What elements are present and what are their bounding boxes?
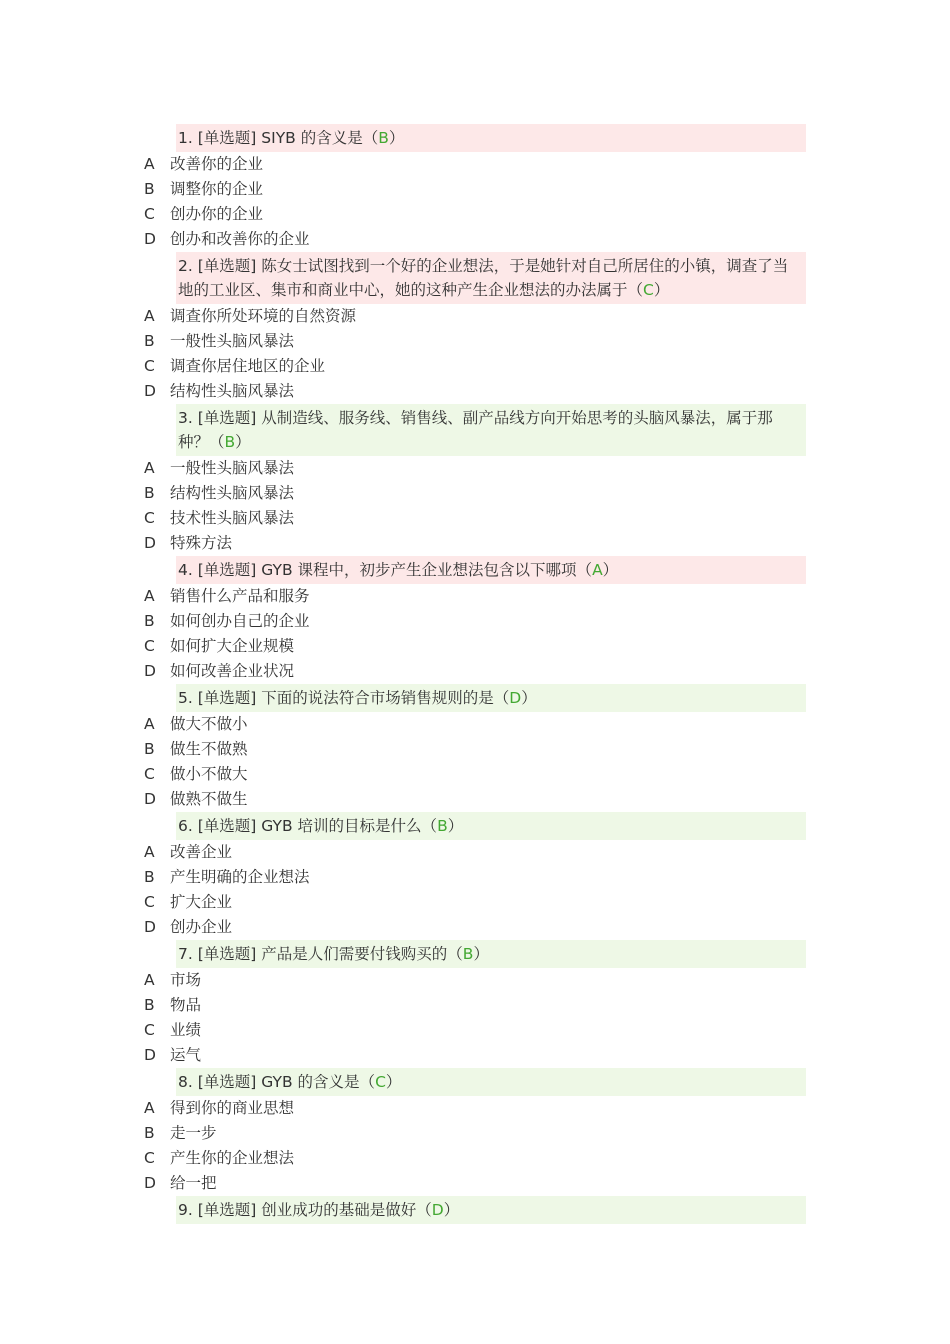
question-number: 4.: [178, 561, 193, 579]
option-text: 做生不做熟: [170, 740, 248, 758]
option-text: 产生明确的企业想法: [170, 868, 310, 886]
option-letter: C: [144, 509, 155, 527]
option-row: [144, 762, 950, 787]
option-letter: D: [144, 230, 156, 248]
question-6: [176, 812, 806, 840]
option-text: 做大不做小: [170, 715, 248, 733]
option-text: 运气: [170, 1046, 202, 1064]
question-type: [单选题]: [197, 409, 257, 427]
option-row: [144, 227, 950, 252]
option-text: 物品: [170, 996, 202, 1014]
option-letter: D: [144, 1174, 156, 1192]
option-text: 如何改善企业状况: [170, 662, 295, 680]
question-3: [176, 404, 806, 456]
option-letter: C: [144, 1149, 155, 1167]
question-number: 2.: [178, 257, 193, 275]
question-5: [176, 684, 806, 712]
option-text: 特殊方法: [170, 534, 233, 552]
option-text: 改善企业: [170, 843, 233, 861]
option-row: [144, 584, 950, 609]
option-text: 给一把: [170, 1174, 217, 1192]
option-row: [144, 506, 950, 531]
option-text: 结构性头脑风暴法: [170, 484, 295, 502]
option-row: [144, 1096, 950, 1121]
option-text: 调整你的企业: [170, 180, 264, 198]
option-row: [144, 890, 950, 915]
option-row: [144, 1043, 950, 1068]
option-row: [144, 202, 950, 227]
question-type: [单选题]: [197, 129, 257, 147]
question-number: 9.: [178, 1201, 193, 1219]
question-type: [单选题]: [197, 1073, 257, 1091]
option-text: 改善你的企业: [170, 155, 264, 173]
option-row: [144, 634, 950, 659]
option-row: [144, 968, 950, 993]
option-row: [144, 1018, 950, 1043]
option-row: [144, 865, 950, 890]
question-answer: C: [643, 281, 654, 299]
question-close: ）: [235, 433, 251, 451]
option-text: 一般性头脑风暴法: [170, 332, 295, 350]
option-letter: A: [144, 459, 155, 477]
question-type: [单选题]: [197, 561, 257, 579]
option-text: 销售什么产品和服务: [170, 587, 310, 605]
question-stem: 下面的说法符合市场销售规则的是（: [261, 689, 510, 707]
option-letter: D: [144, 918, 156, 936]
option-text: 扩大企业: [170, 893, 233, 911]
option-letter: C: [144, 1021, 155, 1039]
option-text: 创办企业: [170, 918, 233, 936]
question-stem: 创业成功的基础是做好（: [261, 1201, 432, 1219]
option-text: 一般性头脑风暴法: [170, 459, 295, 477]
option-letter: B: [144, 180, 155, 198]
option-letter: C: [144, 893, 155, 911]
question-stem: GYB 培训的目标是什么（: [261, 817, 438, 835]
option-letter: A: [144, 307, 155, 325]
question-type: [单选题]: [197, 945, 257, 963]
question-number: 7.: [178, 945, 193, 963]
option-letter: D: [144, 534, 156, 552]
question-answer: B: [224, 433, 236, 451]
question-1: [176, 124, 806, 152]
question-type: [单选题]: [197, 689, 257, 707]
option-row: [144, 152, 950, 177]
option-text: 调查你所处环境的自然资源: [170, 307, 357, 325]
option-letter: B: [144, 740, 155, 758]
option-letter: C: [144, 765, 155, 783]
option-text: 创办和改善你的企业: [170, 230, 310, 248]
option-text: 得到你的商业思想: [170, 1099, 295, 1117]
option-letter: B: [144, 612, 155, 630]
option-text: 如何扩大企业规模: [170, 637, 295, 655]
option-row: [144, 177, 950, 202]
question-stem: 从制造线、服务线、销售线、副产品线方向开始思考的头脑风暴法，属于那种？（: [178, 409, 773, 451]
option-row: [144, 379, 950, 404]
question-type: [单选题]: [197, 817, 257, 835]
option-text: 走一步: [170, 1124, 217, 1142]
option-letter: A: [144, 155, 155, 173]
option-row: [144, 787, 950, 812]
option-row: [144, 659, 950, 684]
question-close: ）: [447, 817, 464, 835]
question-answer: B: [462, 945, 474, 963]
question-9: [176, 1196, 806, 1224]
option-letter: D: [144, 662, 156, 680]
question-answer: C: [375, 1073, 386, 1091]
option-row: [144, 1146, 950, 1171]
option-letter: A: [144, 1099, 155, 1117]
question-number: 6.: [178, 817, 193, 835]
question-type: [单选题]: [197, 1201, 257, 1219]
option-row: [144, 609, 950, 634]
option-row: [144, 481, 950, 506]
option-row: [144, 737, 950, 762]
quiz-document: [0, 124, 950, 1224]
question-7: [176, 940, 806, 968]
question-stem: GYB 课程中，初步产生企业想法包含以下哪项（: [261, 561, 593, 579]
option-letter: A: [144, 971, 155, 989]
option-letter: B: [144, 332, 155, 350]
question-number: 8.: [178, 1073, 193, 1091]
question-4: [176, 556, 806, 584]
option-letter: A: [144, 715, 155, 733]
question-close: ）: [473, 945, 489, 963]
question-close: ）: [653, 281, 670, 299]
question-type: [单选题]: [197, 257, 257, 275]
option-letter: B: [144, 868, 155, 886]
option-letter: A: [144, 843, 155, 861]
option-row: [144, 531, 950, 556]
question-answer: D: [509, 689, 522, 707]
option-row: [144, 329, 950, 354]
question-close: ）: [388, 129, 405, 147]
option-row: [144, 993, 950, 1018]
option-text: 市场: [170, 971, 202, 989]
option-letter: B: [144, 484, 155, 502]
question-close: ）: [521, 689, 537, 707]
option-row: [144, 1171, 950, 1196]
option-letter: D: [144, 382, 156, 400]
option-letter: A: [144, 587, 155, 605]
option-row: [144, 304, 950, 329]
question-number: 3.: [178, 409, 193, 427]
option-letter: C: [144, 357, 155, 375]
option-text: 如何创办自己的企业: [170, 612, 310, 630]
option-letter: D: [144, 1046, 156, 1064]
option-text: 调查你居住地区的企业: [170, 357, 326, 375]
question-answer: D: [431, 1201, 444, 1219]
question-close: ）: [443, 1201, 460, 1219]
option-text: 创办你的企业: [170, 205, 264, 223]
question-close: ）: [385, 1073, 402, 1091]
option-letter: C: [144, 205, 155, 223]
option-text: 做小不做大: [170, 765, 248, 783]
question-stem: 陈女士试图找到一个好的企业想法，于是她针对自己所居住的小镇，调查了当地的工业区、集市和商业中心，她的这种产生企业想法的办法属于（: [178, 257, 789, 299]
question-2: [176, 252, 806, 304]
question-stem: GYB 的含义是（: [261, 1073, 376, 1091]
option-text: 结构性头脑风暴法: [170, 382, 295, 400]
option-text: 产生你的企业想法: [170, 1149, 295, 1167]
option-letter: B: [144, 996, 155, 1014]
option-letter: B: [144, 1124, 155, 1142]
option-letter: D: [144, 790, 156, 808]
question-number: 5.: [178, 689, 193, 707]
question-answer: B: [437, 817, 448, 835]
option-row: [144, 1121, 950, 1146]
option-text: 业绩: [170, 1021, 202, 1039]
option-row: [144, 712, 950, 737]
option-row: [144, 840, 950, 865]
option-row: [144, 915, 950, 940]
question-8: [176, 1068, 806, 1096]
option-letter: C: [144, 637, 155, 655]
question-number: 1.: [178, 129, 193, 147]
question-close: ）: [602, 561, 619, 579]
option-text: 技术性头脑风暴法: [170, 509, 295, 527]
option-text: 做熟不做生: [170, 790, 248, 808]
option-row: [144, 354, 950, 379]
option-row: [144, 456, 950, 481]
question-answer: B: [378, 129, 389, 147]
question-answer: A: [592, 561, 603, 579]
question-stem: 产品是人们需要付钱购买的（: [261, 945, 463, 963]
question-stem: SIYB 的含义是（: [261, 129, 379, 147]
